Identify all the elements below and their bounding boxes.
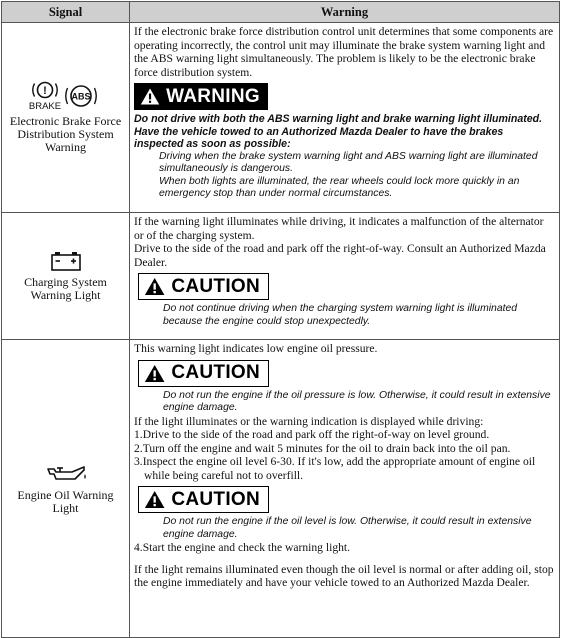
signal-cell-ebd (2, 23, 130, 213)
signal-cell-engine-oil (2, 340, 130, 638)
warning-cell-charging (130, 213, 560, 340)
caution-italic-text: Do not continue driving when the charging system warning light is illuminated because the engine could stop unexpectedly. (163, 303, 518, 327)
signal-name-line: Charging System (24, 275, 107, 289)
description-text: If the light remains illuminated even though the oil level is normal or after adding oil, stop the engine immediately and have your vehicle towed to an Authorized Mazda Dealer. (134, 562, 554, 589)
warning-italic-text: When both lights are illuminated, the rear wheels could lock more quickly in an emergency stop than under normal circumstances. (159, 175, 520, 199)
abs-icon-label: ABS (70, 91, 91, 102)
list-item: 2.Turn off the engine and wait 5 minutes for the oil to drain back into the oil pan. (134, 441, 511, 455)
list-item: 4.Start the engine and check the warning light. (134, 541, 351, 554)
signal-name-line: Warning (44, 140, 87, 154)
oil-can-icon (44, 463, 88, 485)
battery-icon (49, 250, 83, 272)
table-row (2, 23, 560, 213)
caution-banner (138, 273, 269, 300)
description-text: If the light illuminates or the warning indication is displayed while driving: (134, 414, 484, 428)
table-header-row (2, 2, 560, 23)
caution-banner (138, 486, 269, 513)
list-item: 1.Drive to the side of the road and park off the right-of-way on level ground. (134, 428, 490, 441)
brake-abs-warning-icon (29, 81, 103, 111)
signal-name-line: Electronic Brake Force (9, 114, 122, 128)
steps-list (134, 428, 555, 482)
caution-banner-label: CAUTION (171, 275, 260, 297)
warning-triangle-icon (144, 363, 165, 384)
caution-italic-text: Do not run the engine if the oil pressure is low. Otherwise, it could result in extensive engine damage. (163, 389, 551, 413)
table-row (2, 340, 560, 638)
table-row (2, 213, 560, 340)
warning-italic-text: Driving when the brake system warning light and ABS warning light are illuminated simultaneously is dangerous. (159, 150, 538, 174)
warning-banner-label: WARNING (166, 85, 260, 107)
signal-name-line: Warning Light (30, 288, 101, 302)
caution-banner-label: CAUTION (171, 488, 260, 510)
warning-bold-text: Do not drive with both the ABS warning light and brake warning light illuminated. Have the vehicle towed to an Authorized Mazda Dealer to have the brakes inspected as soon as possible: (134, 113, 543, 150)
warning-triangle-icon (144, 489, 165, 510)
description-text: If the electronic brake force distribution control unit determines that some components are operating incorrectly, the control unit may illuminate the brake system warning light and the ABS warning light simultaneously. The problem is likely to be the electronic brake force distribution system. (134, 25, 554, 79)
description-text: If the warning light illuminates while driving, it indicates a malfunction of the alternator or of the charging system. (134, 215, 544, 242)
description-text: Drive to the side of the road and park off the right-of-way. Consult an Authorized Mazda Dealer. (134, 242, 546, 269)
warning-cell-engine-oil (130, 340, 560, 638)
signal-name-line: Engine Oil Warning (17, 487, 114, 502)
signal-column-header: Signal (2, 2, 130, 23)
warning-banner (134, 83, 268, 110)
warning-cell-ebd (130, 23, 560, 213)
brake-icon-label: BRAKE (28, 101, 61, 111)
signal-name-line: Light (52, 500, 79, 515)
warning-lights-table (1, 1, 560, 638)
svg-text:!: ! (42, 85, 47, 97)
warning-column-header: Warning (130, 2, 560, 23)
description-text: This warning light indicates low engine oil pressure. (134, 342, 378, 355)
signal-name-line: Distribution System (17, 127, 114, 141)
caution-banner (138, 360, 269, 387)
warning-triangle-icon (140, 86, 160, 107)
list-item: 3.Inspect the engine oil level 6-30. If it's low, add the appropriate amount of engine oil while being careful not to overfill. (134, 455, 536, 482)
caution-banner-label: CAUTION (171, 362, 260, 384)
caution-italic-text: Do not run the engine if the oil level is low. Otherwise, it could result in extensive engine damage. (163, 516, 532, 540)
warning-triangle-icon (144, 276, 165, 297)
signal-cell-charging (2, 213, 130, 340)
